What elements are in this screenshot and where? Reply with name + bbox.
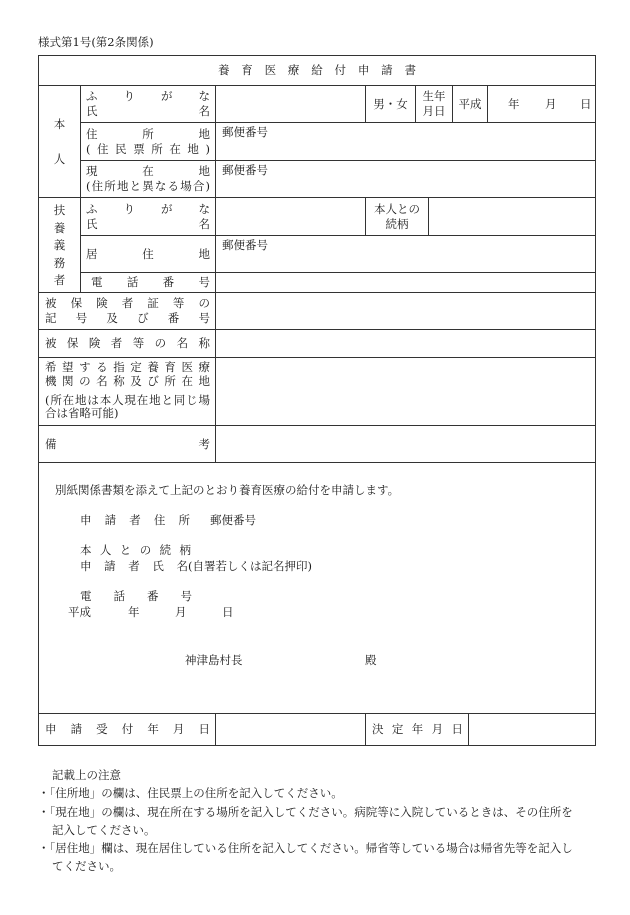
honorific: 殿 [365, 653, 377, 667]
applicant-label: 本人 [53, 117, 66, 166]
applicant-postal-label: 郵便番号 [210, 513, 256, 527]
relation-label-line2: 続柄 [385, 216, 409, 231]
note-item: ・「現在地」の欄は、現在所在する場所を記入してください。病院等に入院しているときは、その住所を [38, 805, 573, 819]
insurance-card-field[interactable] [215, 292, 596, 330]
postal-code-label: 郵便番号 [222, 125, 268, 139]
postal-code-label: 郵便番号 [222, 238, 268, 252]
guardian-relation-label-cell [365, 197, 429, 236]
date-day: 日 [222, 605, 234, 619]
relation-label: 本人との続柄 [80, 543, 191, 557]
guardian-relation-field[interactable] [428, 197, 596, 236]
applicant-current-label: 現在地 [86, 164, 210, 178]
guardian-name-field[interactable] [215, 197, 366, 236]
birth-year-label: 年 [508, 97, 520, 111]
birth-era: 平成 [458, 97, 482, 111]
guardian-name-label: 氏名 [86, 216, 210, 231]
guardian-phone-field[interactable] [215, 272, 596, 293]
guardian-residence-label: 居住地 [86, 246, 210, 261]
hospital-note-line2: 合は省略可能) [45, 406, 119, 420]
received-date-field[interactable] [215, 713, 366, 746]
declaration-statement: 別紙関係書類を添えて上記のとおり養育医療の給付を申請します。 [55, 483, 400, 497]
hospital-field[interactable] [215, 357, 596, 426]
applicant-birth-date-field[interactable] [487, 85, 596, 123]
applicant-name-label: 氏名 [86, 104, 210, 118]
note-item: ・「居住地」欄は、現在居住している住所を記入してください。帰省等している場合は帰省先等を記入し [38, 841, 573, 855]
birth-month-label: 月 [545, 97, 557, 111]
notes-heading: 記載上の注意 [52, 768, 121, 782]
birth-label-line2: 月日 [422, 104, 446, 118]
note-item: ・「住所地」の欄は、住民票上の住所を記入してください。 [38, 786, 343, 800]
insurer-label-cell [38, 329, 216, 358]
date-year: 年 [128, 605, 140, 619]
applicant-name-field[interactable] [215, 85, 366, 123]
guardian-phone-label-cell [80, 272, 216, 293]
received-date-label-cell [38, 713, 216, 746]
applicant-address-field[interactable] [215, 122, 596, 161]
form-number: 様式第1号(第2条関係) [38, 35, 154, 49]
title-row [38, 55, 596, 86]
guardian-residence-label-cell [80, 235, 216, 273]
declaration-block [38, 462, 596, 714]
guardian-section-label-cell [38, 197, 81, 293]
addressee: 神津島村長 [185, 653, 243, 667]
insurer-label: 被保険者等の名称 [45, 336, 210, 350]
insurance-card-label-cell [38, 292, 216, 330]
decided-date-field[interactable] [468, 713, 596, 746]
guardian-label: 扶養義務者 [53, 203, 66, 288]
applicant-section-label-cell [38, 85, 81, 198]
applicant-address-label: 申請者住所 [80, 513, 190, 527]
relation-label-line1: 本人との [374, 201, 420, 216]
applicant-address-sublabel: (住民票所在地) [86, 141, 210, 156]
hospital-label-line2: 機関の名称及び所在地 [45, 374, 210, 388]
date-month: 月 [175, 605, 187, 619]
applicant-birth-era-cell [452, 85, 488, 123]
applicant-address-label-cell [80, 122, 216, 161]
applicant-address-label: 住所地 [86, 126, 210, 141]
birth-day-label: 日 [580, 97, 592, 111]
decided-date-label-cell [365, 713, 469, 746]
remarks-field[interactable] [215, 425, 596, 463]
insurer-field[interactable] [215, 329, 596, 358]
guardian-phone-label: 電話番号 [91, 275, 210, 289]
date-era: 平成 [68, 605, 91, 619]
applicant-current-sublabel: (住所地と異なる場合) [86, 179, 210, 193]
applicant-name-label-cell [80, 85, 216, 123]
applicant-current-address-field[interactable] [215, 160, 596, 198]
insurance-card-label-line2: 記号及び番号 [45, 311, 210, 325]
remarks-label-cell [38, 425, 216, 463]
guardian-name-label-cell [80, 197, 216, 236]
phone-label: 電話番号 [80, 589, 192, 603]
guardian-furigana-label: ふりがな [86, 201, 210, 216]
insurance-card-label-line1: 被保険者証等の [45, 296, 210, 310]
applicant-name-label: 申請者氏名 [80, 559, 188, 573]
applicant-birth-label-cell [415, 85, 453, 123]
note-item-continuation: てください。 [52, 859, 121, 873]
hospital-label-cell [38, 357, 216, 426]
hospital-note-line1: (所在地は本人現在地と同じ場 [45, 393, 210, 407]
received-date-label: 申請受付年月日 [45, 722, 210, 736]
applicant-sex-cell [365, 85, 416, 123]
form-title: 養育医療給付申請書 [218, 63, 416, 77]
birth-label-line1: 生年 [422, 89, 446, 103]
applicant-furigana-label: ふりがな [86, 89, 210, 103]
applicant-name-note: (自署若しくは記名押印) [188, 559, 312, 573]
hospital-label-line1: 希望する指定養育医療 [45, 360, 210, 374]
decided-date-label: 決定年月日 [372, 722, 463, 736]
note-item-continuation: 記入してください。 [52, 823, 156, 837]
remarks-label: 備考 [45, 436, 210, 451]
applicant-current-label-cell [80, 160, 216, 198]
guardian-residence-field[interactable] [215, 235, 596, 273]
postal-code-label: 郵便番号 [222, 163, 268, 177]
applicant-sex-options[interactable]: 男・女 [373, 97, 408, 111]
